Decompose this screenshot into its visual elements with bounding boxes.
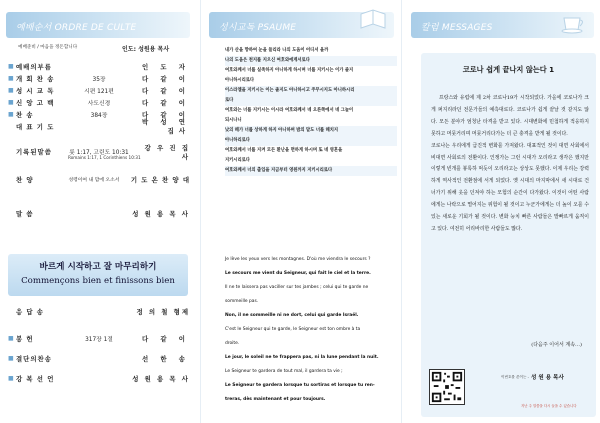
bullet-icon: ■ xyxy=(8,354,14,362)
psalm-line: 로다 xyxy=(225,96,397,106)
order-item-leader: 성 원 용 목 사 xyxy=(132,209,190,218)
coffee-cup-icon xyxy=(558,6,588,36)
order-item-leader: 선 한 송 xyxy=(142,354,190,363)
order-item-leader: 정 의 철 형제 xyxy=(136,307,190,316)
order-item-detail: 시편 121편 xyxy=(84,88,114,95)
order-item-detail: 317장 1절 xyxy=(85,336,113,343)
author-prefix: 이번호를 쓴이는 - xyxy=(501,375,529,379)
psalm-fr-line: Le Seigneur te gardera lorsque tu sortiras et lorsque tu ren- xyxy=(225,383,375,388)
psalm-fr-line: Non, il ne sommeille ni ne dort, celui qui garde Israël. xyxy=(225,313,359,318)
message-title: 코로나 쉽게 끝나지 않는다 1 xyxy=(462,65,555,74)
author-name: 성 원 용 목사 xyxy=(531,375,564,381)
bullet-icon: ■ xyxy=(8,98,14,106)
order-list xyxy=(8,60,190,135)
psalm-fr-line: C'est le Seigneur qui te garde, le Seigneur est ton ombre à ta xyxy=(225,327,361,332)
psalm-fr-line: Le jour, le soleil ne te frappera pas, ni la lune pendant la nuit. xyxy=(225,355,379,360)
order-row xyxy=(8,304,190,318)
order-item-name: 신 앙 고 백 xyxy=(16,98,55,107)
psalm-line: 내가 산을 향하여 눈을 들리라 나의 도움이 어디서 올까 xyxy=(225,48,329,53)
prep-note: 예배준비 / 마음을 정돈합니다 xyxy=(18,45,78,50)
bullet-icon: ■ xyxy=(8,110,14,118)
scripture-block xyxy=(8,143,190,219)
bullet-icon: ■ xyxy=(8,374,14,382)
psalm-line: 여호와께서 너를 실족하지 아니하게 하시며 너를 지키시는 이가 졸지 xyxy=(225,68,354,73)
continued-note: (다음주 이어서 계속…) xyxy=(531,342,582,348)
order-row xyxy=(8,96,190,108)
message-card xyxy=(421,53,596,417)
psalm-line: 아니하시리로다 xyxy=(225,78,255,83)
bullet-icon: ■ xyxy=(8,62,14,70)
order-item-name: 성 시 교 독 xyxy=(16,86,55,95)
psalm-french-text xyxy=(225,253,397,407)
order-item-name: 결단의찬송 xyxy=(16,354,52,363)
order-item-name: 말 씀 xyxy=(16,209,34,218)
psalm-header xyxy=(209,12,394,38)
message-body: 프랑스와 유럽에 제 2차 코로나19가 시작되었다. 가을에 코로나가 크게 퍼지리라던 전문가들의 예측대로다. 코로나가 쉽게 끝날 것 같지도 않다. 모든 분야가 엄청난 타격을 받고 있다. 시대변화에 민첩하게 적응하지 못하고 머뭇거리며 머뭇거리다가는 더 큰 충격을 받게 될 것이다. 코로나는 우리에게 급진적 변화를 가져왔다. 대표적인 것이 대면 사회에서 비대면 사회로의 전환이다. 인쟁가는 그런 시대가 오리라고 생각은 했지만 이렇게 빈개를 봉록하 먹듯이 오리라고는 상상도 못했다. 이제 우리는 강력하게 역사적인 전환점에 서게 되었다. 옛 시대의 마지막에서 새 시대로 건너가기 위해 옷을 던져야 하는 모험의 순간이 다가왔다. 이것이 어떤 사람에게는 나락으로 떨어지는 위험이 될 것이고 누군가에게는 더 높이 오를 수 있는 새로운 기회가 될 것이다. 변화 능치 빠른 사람들은 발빠르게 움직이고 있다. 여전히 어리바리한 사람들도 많다. xyxy=(431,95,589,232)
order-row xyxy=(8,207,190,219)
order-row xyxy=(8,84,190,96)
order-item-name: 찬 양 xyxy=(16,175,34,184)
order-row xyxy=(8,72,190,84)
psalm-fr-line: droite. xyxy=(225,341,240,346)
order-item-leader: 강 우 진 집사 xyxy=(144,143,190,161)
order-item-name: 대 표 기 도 xyxy=(16,122,55,131)
psalm-line: 여호와께서 너를 지켜 모든 환난을 면하게 하시며 또 네 영혼을 xyxy=(225,148,343,153)
sermon-title-korean: 바르게 시작하고 잘 마무리하기 xyxy=(39,262,157,272)
worship-order-panel xyxy=(0,0,196,423)
order-row xyxy=(8,328,190,348)
order-row xyxy=(8,118,190,135)
psalm-line: 낮의 해가 너를 상하게 하지 아니하며 밤의 달도 너를 해치지 xyxy=(225,126,397,136)
sermon-title-french: Commençons bien et finissons bien xyxy=(21,276,175,286)
order-item-leader: 박 성 연 집사 xyxy=(142,118,190,135)
order-item-detail: 35장 xyxy=(92,76,106,83)
order-item-name: 강 복 선 언 xyxy=(16,374,55,383)
order-item-leader: 다 같 이 xyxy=(142,98,190,107)
leader-label: 인도: 성원용 목사 xyxy=(122,46,170,53)
book-icon xyxy=(358,6,388,36)
psalm-line: 아니하리로다 xyxy=(225,136,397,146)
psalm-line: 나의 도움은 천지를 지으신 여호와에게서로다 xyxy=(225,56,397,66)
bullet-icon: ■ xyxy=(8,334,14,342)
order-item-name: 찬 송 xyxy=(16,110,34,119)
order-row xyxy=(8,368,190,388)
psalm-fr-line: Il ne te laissera pas vaciller sur tes jambes ; celui qui te garde ne xyxy=(225,285,369,290)
order-row xyxy=(8,173,190,185)
worship-order-title: 예배순서 ORDRE DE CULTE xyxy=(16,23,137,33)
order-item-detail: 성령이여 내 맘에 오소서 xyxy=(68,177,120,183)
bullet-icon: ■ xyxy=(8,74,14,82)
order-item-leader: 다 같 이 xyxy=(142,110,190,119)
psalm-fr-line: Je lève les yeux vers les montagnes. D'où me viendra le secours ? xyxy=(225,257,371,262)
order-row xyxy=(8,348,190,368)
psalm-line: 여호와는 너를 지키시는 이시라 여호와께서 네 오른쪽에서 네 그늘이 xyxy=(225,108,354,113)
psalm-fr-line: treras, dès maintenant et pour toujours. xyxy=(225,397,326,402)
scripture-french-ref: Romains 1:17, 1 Corinthiens 10:31 xyxy=(68,155,141,160)
column-divider xyxy=(200,0,201,423)
order-item-detail: 사도신경 xyxy=(87,100,111,107)
messages-panel xyxy=(405,0,600,423)
order-item-leader: 다 같 이 xyxy=(142,74,190,83)
sermon-title-banner xyxy=(8,254,188,296)
column-divider xyxy=(401,0,402,423)
order-item-detail: 384장 xyxy=(90,112,108,119)
psalm-korean-text xyxy=(225,46,397,176)
psalm-panel xyxy=(205,0,398,423)
order-item-name: 예배의부름 xyxy=(16,62,52,71)
psalm-line: 이스라엘을 지키시는 이는 졸지도 아니하시고 주무시지도 아니하시리 xyxy=(225,86,397,96)
messages-header xyxy=(411,12,594,38)
order-item-name: 개 회 찬 송 xyxy=(16,74,55,83)
order-item-leader: 다 같 이 xyxy=(142,86,190,95)
psalm-fr-line: Le secours me vient du Seigneur, qui fait le ciel et la terre. xyxy=(225,271,371,276)
psalm-line: 여호와께서 너의 출입을 지금부터 영원까지 지키시리로다 xyxy=(225,166,397,176)
recording-note: 지난 주 말씀을 다시 들을 수 있습니다 xyxy=(521,404,577,408)
order-item-name: 기록된말씀 xyxy=(16,148,52,156)
psalm-title: 성시교독 PSAUME xyxy=(219,23,297,33)
psalm-line: 지키시리로다 xyxy=(225,158,250,163)
order-item-leader: 인 도 자 xyxy=(142,62,190,71)
after-sermon-list xyxy=(8,304,190,388)
order-row xyxy=(8,60,190,72)
order-item-leader: 성 원 용 목 사 xyxy=(132,374,190,383)
psalm-line: 되시나니 xyxy=(225,118,242,123)
psalm-fr-line: Le Seigneur te gardera de tout mal, il gardera ta vie ; xyxy=(225,369,343,374)
worship-order-header xyxy=(6,12,190,38)
order-item-detail: 룻 1:17, 고린도 10:31 xyxy=(69,150,129,156)
order-item-leader: 다 같 이 xyxy=(142,334,190,343)
qr-code-icon[interactable] xyxy=(429,369,465,405)
order-item-leader: 기 도 온 찬 양 대 xyxy=(130,175,190,184)
order-item-name: 봉 헌 xyxy=(16,334,34,343)
psalm-fr-line: sommeille pas. xyxy=(225,299,259,304)
messages-title: 칼럼 MESSAGES xyxy=(421,23,493,33)
bullet-icon: ■ xyxy=(8,86,14,94)
order-item-name: 응 답 송 xyxy=(16,307,44,316)
